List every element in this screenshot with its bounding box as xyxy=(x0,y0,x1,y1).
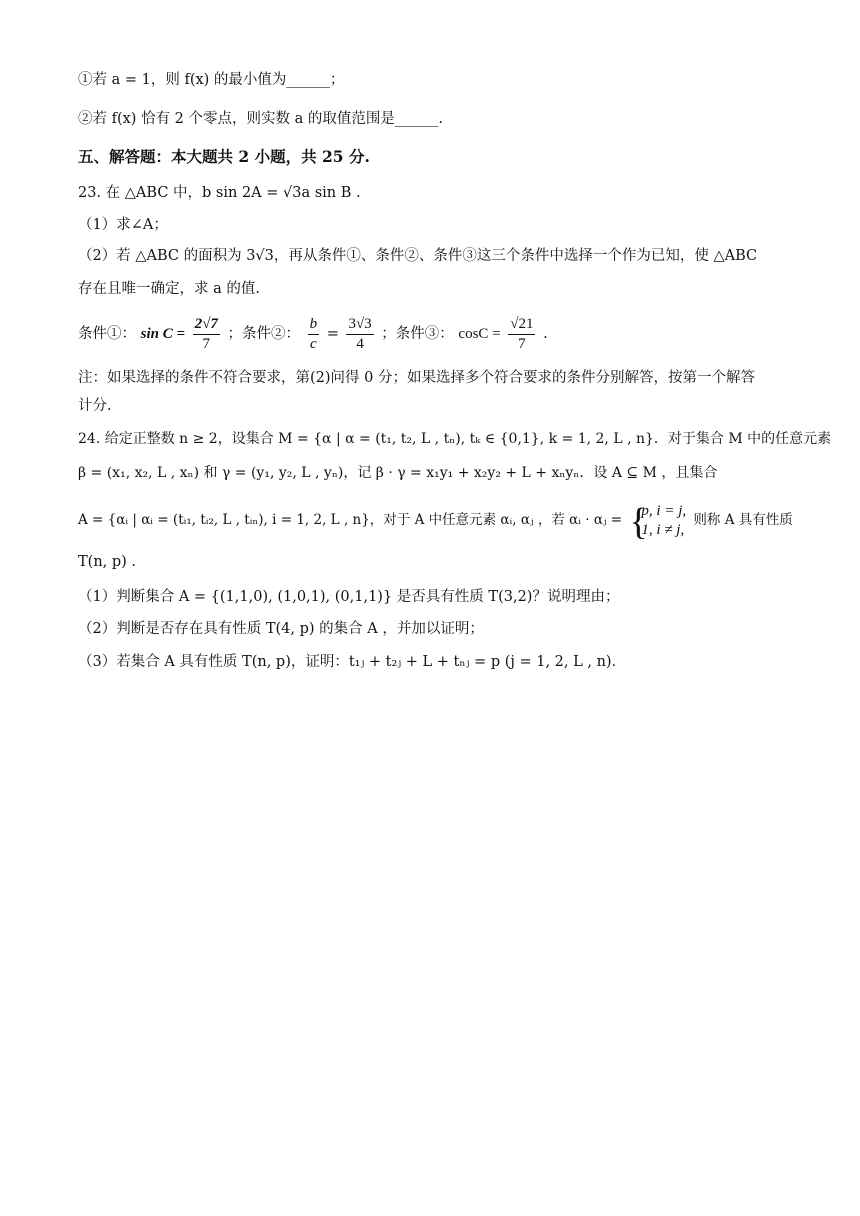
question-24-sub1: （1）判断集合 A = {(1,1,0), (1,0,1), (0,1,1)} 是否具有性质 T(3,2)？说明理由； xyxy=(78,589,620,605)
fraction-numerator: b xyxy=(308,315,320,335)
question-23-stem: 23. 在 △ABC 中，b sin 2A = √3a sin B . xyxy=(78,185,361,201)
condition3-expr: cosC = xyxy=(458,326,501,342)
fraction-denominator: c xyxy=(309,335,317,352)
condition2-rhs-fraction xyxy=(346,315,373,354)
condition1-expr: sin C = xyxy=(140,326,186,342)
condition1-fraction xyxy=(193,315,220,354)
piecewise-definition xyxy=(629,500,687,543)
question-23-note: 注：如果选择的条件不符合要求，第(2)问得 0 分；如果选择多个符合要求的条件分别解答，按第一个解答 xyxy=(78,370,755,386)
condition1-label: 条件①： xyxy=(78,326,136,342)
question-23-note-cont: 计分. xyxy=(78,398,112,414)
question-24-stem-cont: β = (x₁, x₂, L , xₙ) 和 γ = (y₁, y₂, L , yₙ)，记 β · γ = x₁y₁ + x₂y₂ + L + xₙyₙ．设 A ⊆ M ，且集合 xyxy=(78,465,718,481)
fraction-numerator: √21 xyxy=(508,315,535,335)
fraction-denominator: 7 xyxy=(202,335,210,352)
fraction-numerator: 2√7 xyxy=(193,315,220,335)
question-24-property: T(n, p) . xyxy=(78,554,137,570)
equals-sign: = xyxy=(326,326,339,342)
left-brace: { xyxy=(629,500,648,543)
condition2-lhs-fraction xyxy=(308,315,320,354)
question-23-conditions xyxy=(78,314,788,354)
period: . xyxy=(543,326,548,342)
question-23-sub2: （2）若 △ABC 的面积为 3√3，再从条件①、条件②、条件③这三个条件中选择一个作为已知，使 △ABC xyxy=(78,248,758,264)
definition-set: A = {αᵢ | αᵢ = (tᵢ₁, tᵢ₂, L , tᵢₙ), i = 1, 2, L , n}，对于 A 中任意元素 αᵢ, αⱼ ，若 αᵢ · αⱼ = xyxy=(78,512,623,528)
piecewise-case-2: 1, i ≠ j, xyxy=(641,521,685,538)
question-22-part1: ①若 a = 1，则 f(x) 的最小值为______； xyxy=(78,72,345,88)
question-24-definition xyxy=(78,498,793,543)
fraction-denominator: 7 xyxy=(518,335,526,352)
piecewise-case-1: p, i = j, xyxy=(641,502,687,519)
question-24-stem: 24. 给定正整数 n ≥ 2，设集合 M = {α | α = (t₁, t₂, L , tₙ), tₖ ∈ {0,1}, k = 1, 2, L , n}．对于集合 M 中的任意元素 xyxy=(78,431,832,447)
question-22-part2: ②若 f(x) 恰有 2 个零点，则实数 a 的取值范围是______. xyxy=(78,111,443,127)
question-23-sub2-cont: 存在且唯一确定，求 a 的值. xyxy=(78,281,260,297)
question-24-sub3: （3）若集合 A 具有性质 T(n, p)，证明：t₁ⱼ + t₂ⱼ + L + tₙⱼ = p (j = 1, 2, L , n)． xyxy=(78,654,627,670)
fraction-numerator: 3√3 xyxy=(346,315,373,335)
fraction-denominator: 4 xyxy=(356,335,364,352)
definition-tail: 则称 A 具有性质 xyxy=(693,512,793,528)
section-heading: 五、解答题：本大题共 2 小题，共 25 分. xyxy=(78,147,370,166)
condition3-label: ；条件③： xyxy=(381,326,454,342)
condition3-fraction xyxy=(508,315,535,354)
question-23-sub1: （1）求∠A； xyxy=(78,217,168,233)
question-24-sub2: （2）判断是否存在具有性质 T(4, p) 的集合 A ，并加以证明； xyxy=(78,621,484,637)
condition2-label: ；条件②： xyxy=(227,326,300,342)
